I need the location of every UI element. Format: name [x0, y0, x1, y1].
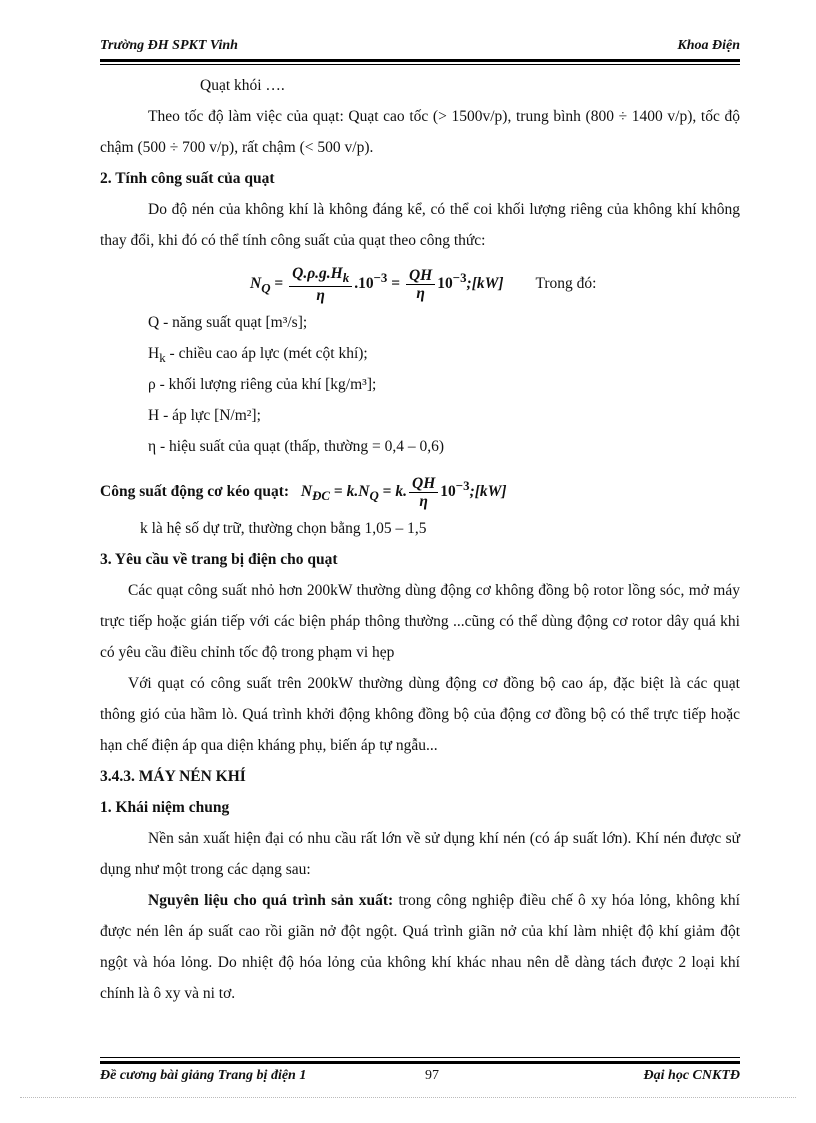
paragraph-toc-do: Theo tốc độ làm việc của quạt: Quạt cao tốc (> 1500v/p), trung bình (800 ÷ 1400 v/p), tốc độ chậm (500 ÷ 700 v/p), rất chậm (< 500 v/p).	[100, 108, 740, 156]
heading-may-nen-khi: 3.4.3. MÁY NÉN KHÍ	[100, 768, 246, 785]
heading-khai-niem: 1. Khái niệm chung	[100, 799, 230, 816]
formula-exp-1: −3	[373, 270, 388, 285]
page-header	[100, 38, 740, 58]
motor-formula-lhs-sub: ĐC	[312, 488, 331, 504]
motor-formula-lhs: N	[300, 483, 313, 501]
definition-hk-sub: k	[159, 350, 166, 366]
formula-power	[250, 254, 596, 312]
motor-formula-eq-2: =	[382, 483, 392, 501]
formula-eq-2: =	[391, 275, 401, 293]
definition-q: Q - năng suất quạt [m³/s];	[148, 314, 308, 331]
motor-power-label: Công suất động cơ kéo quạt:	[100, 483, 290, 501]
trong-do-label: Trong đó:	[535, 275, 597, 293]
footer-left: Đề cương bài giảng Trang bị điện 1	[100, 1068, 307, 1083]
definition-eta: η - hiệu suất của quạt (thấp, thường = 0,4 – 0,6)	[148, 438, 445, 455]
fraction-1-numerator-sub: k	[342, 270, 350, 286]
paragraph-do-nen: Do độ nén của không khí là không đáng kể, có thể coi khối lượng riêng của không khí không thay đổi, khi đó có thể tính công suất của quạt theo công thức:	[100, 201, 740, 249]
motor-formula-unit: ;[kW]	[469, 483, 507, 501]
definition-h: H - áp lực [N/m²];	[148, 407, 261, 424]
header-rule	[100, 59, 740, 62]
formula-fraction-2	[406, 267, 435, 302]
header-right: Khoa Điện	[677, 38, 740, 53]
footer-rule	[100, 1061, 740, 1064]
formula-lhs-sub: Q	[261, 280, 271, 296]
paragraph-nen-san-xuat: Nền sản xuất hiện đại có nhu cầu rất lớn về sử dụng khí nén (có áp suất lớn). Khí nén được sử dụng như một trong các dạng sau:	[100, 830, 740, 878]
paragraph-he-so-du-tru: k là hệ số dự trữ, thường chọn bằng 1,05 – 1,5	[140, 520, 427, 537]
definition-hk-text: - chiều cao áp lực (mét cột khí);	[165, 345, 368, 362]
footer-rule-thin	[100, 1057, 740, 1058]
paragraph-quat-nho: Các quạt công suất nhỏ hơn 200kW thường dùng động cơ không đồng bộ rotor lồng sóc, mở máy trực tiếp hoặc gián tiếp với các biện pháp thông thường ...cũng có thể dùng động cơ rotor dây quá khi có yêu cầu điều chỉnh tốc độ trong phạm vi hẹp	[100, 582, 740, 661]
definition-hk-symbol: H	[148, 345, 160, 362]
fraction-1-numerator: Q.ρ.g.H	[292, 265, 343, 283]
motor-formula-k1-sub: Q	[369, 488, 379, 504]
formula-exp-2: −3	[452, 270, 467, 285]
paragraph-quat-lon: Với quạt có công suất trên 200kW thường dùng động cơ đồng bộ cao áp, đặc biệt là các quạt thông gió của hầm lò. Quá trình khởi động không đồng bộ của động cơ đồng bộ có thể trực tiếp hoặc hạn chế điện áp qua diện kháng phụ, biến áp tự ngẫu...	[100, 675, 740, 754]
formula-lhs: N	[250, 275, 262, 293]
formula-mul-2: 10	[437, 275, 453, 293]
motor-fraction-denominator: η	[419, 493, 428, 511]
formula-motor-power	[100, 464, 507, 518]
definition-hk	[148, 338, 368, 373]
fraction-2-numerator: QH	[406, 267, 435, 285]
formula-mul-1: .10	[354, 275, 374, 293]
motor-formula-k1: k.N	[346, 483, 370, 501]
motor-formula-k2: k.	[395, 483, 408, 501]
definition-rho: ρ - khối lượng riêng của khí [kg/m³];	[148, 376, 377, 393]
paragraph-nguyen-lieu	[100, 885, 740, 1009]
motor-formula-fraction	[409, 475, 438, 510]
motor-formula-mul: 10	[440, 483, 456, 501]
motor-formula-eq: =	[333, 483, 343, 501]
page-edge-dots	[20, 1097, 796, 1098]
heading-tinh-cong-suat: 2. Tính công suất của quạt	[100, 170, 275, 187]
fraction-1-denominator: η	[316, 287, 325, 305]
nguyen-lieu-bold: Nguyên liệu cho quá trình sản xuất:	[148, 892, 394, 909]
motor-formula-exp: −3	[455, 478, 470, 493]
header-rule-thin	[100, 64, 740, 65]
nguyen-lieu-text: trong công nghiệp điều chế ô xy hóa lỏng, không khí được nén lên áp suất cao rồi giãn nở đột ngột. Quá trình giãn nở của khí làm nhiệt độ khí giảm đột ngột và hóa lỏng. Do nhiệt độ hóa lỏng của không khí khác nhau nên dễ dàng tách được 2 loại khí chính là ô xy và ni tơ.	[100, 892, 740, 1002]
footer-right: Đại học CNKTĐ	[643, 1068, 740, 1083]
heading-yeu-cau: 3. Yêu cầu về trang bị điện cho quạt	[100, 551, 338, 568]
formula-eq: =	[274, 275, 284, 293]
motor-fraction-numerator: QH	[409, 475, 438, 493]
formula-fraction-1	[289, 265, 352, 304]
paragraph-quat-khoi: Quạt khói ….	[200, 77, 285, 94]
formula-unit: ;[kW]	[466, 275, 504, 293]
header-left: Trường ĐH SPKT Vinh	[100, 38, 238, 53]
page-number: 97	[425, 1068, 439, 1083]
fraction-2-denominator: η	[416, 285, 425, 303]
